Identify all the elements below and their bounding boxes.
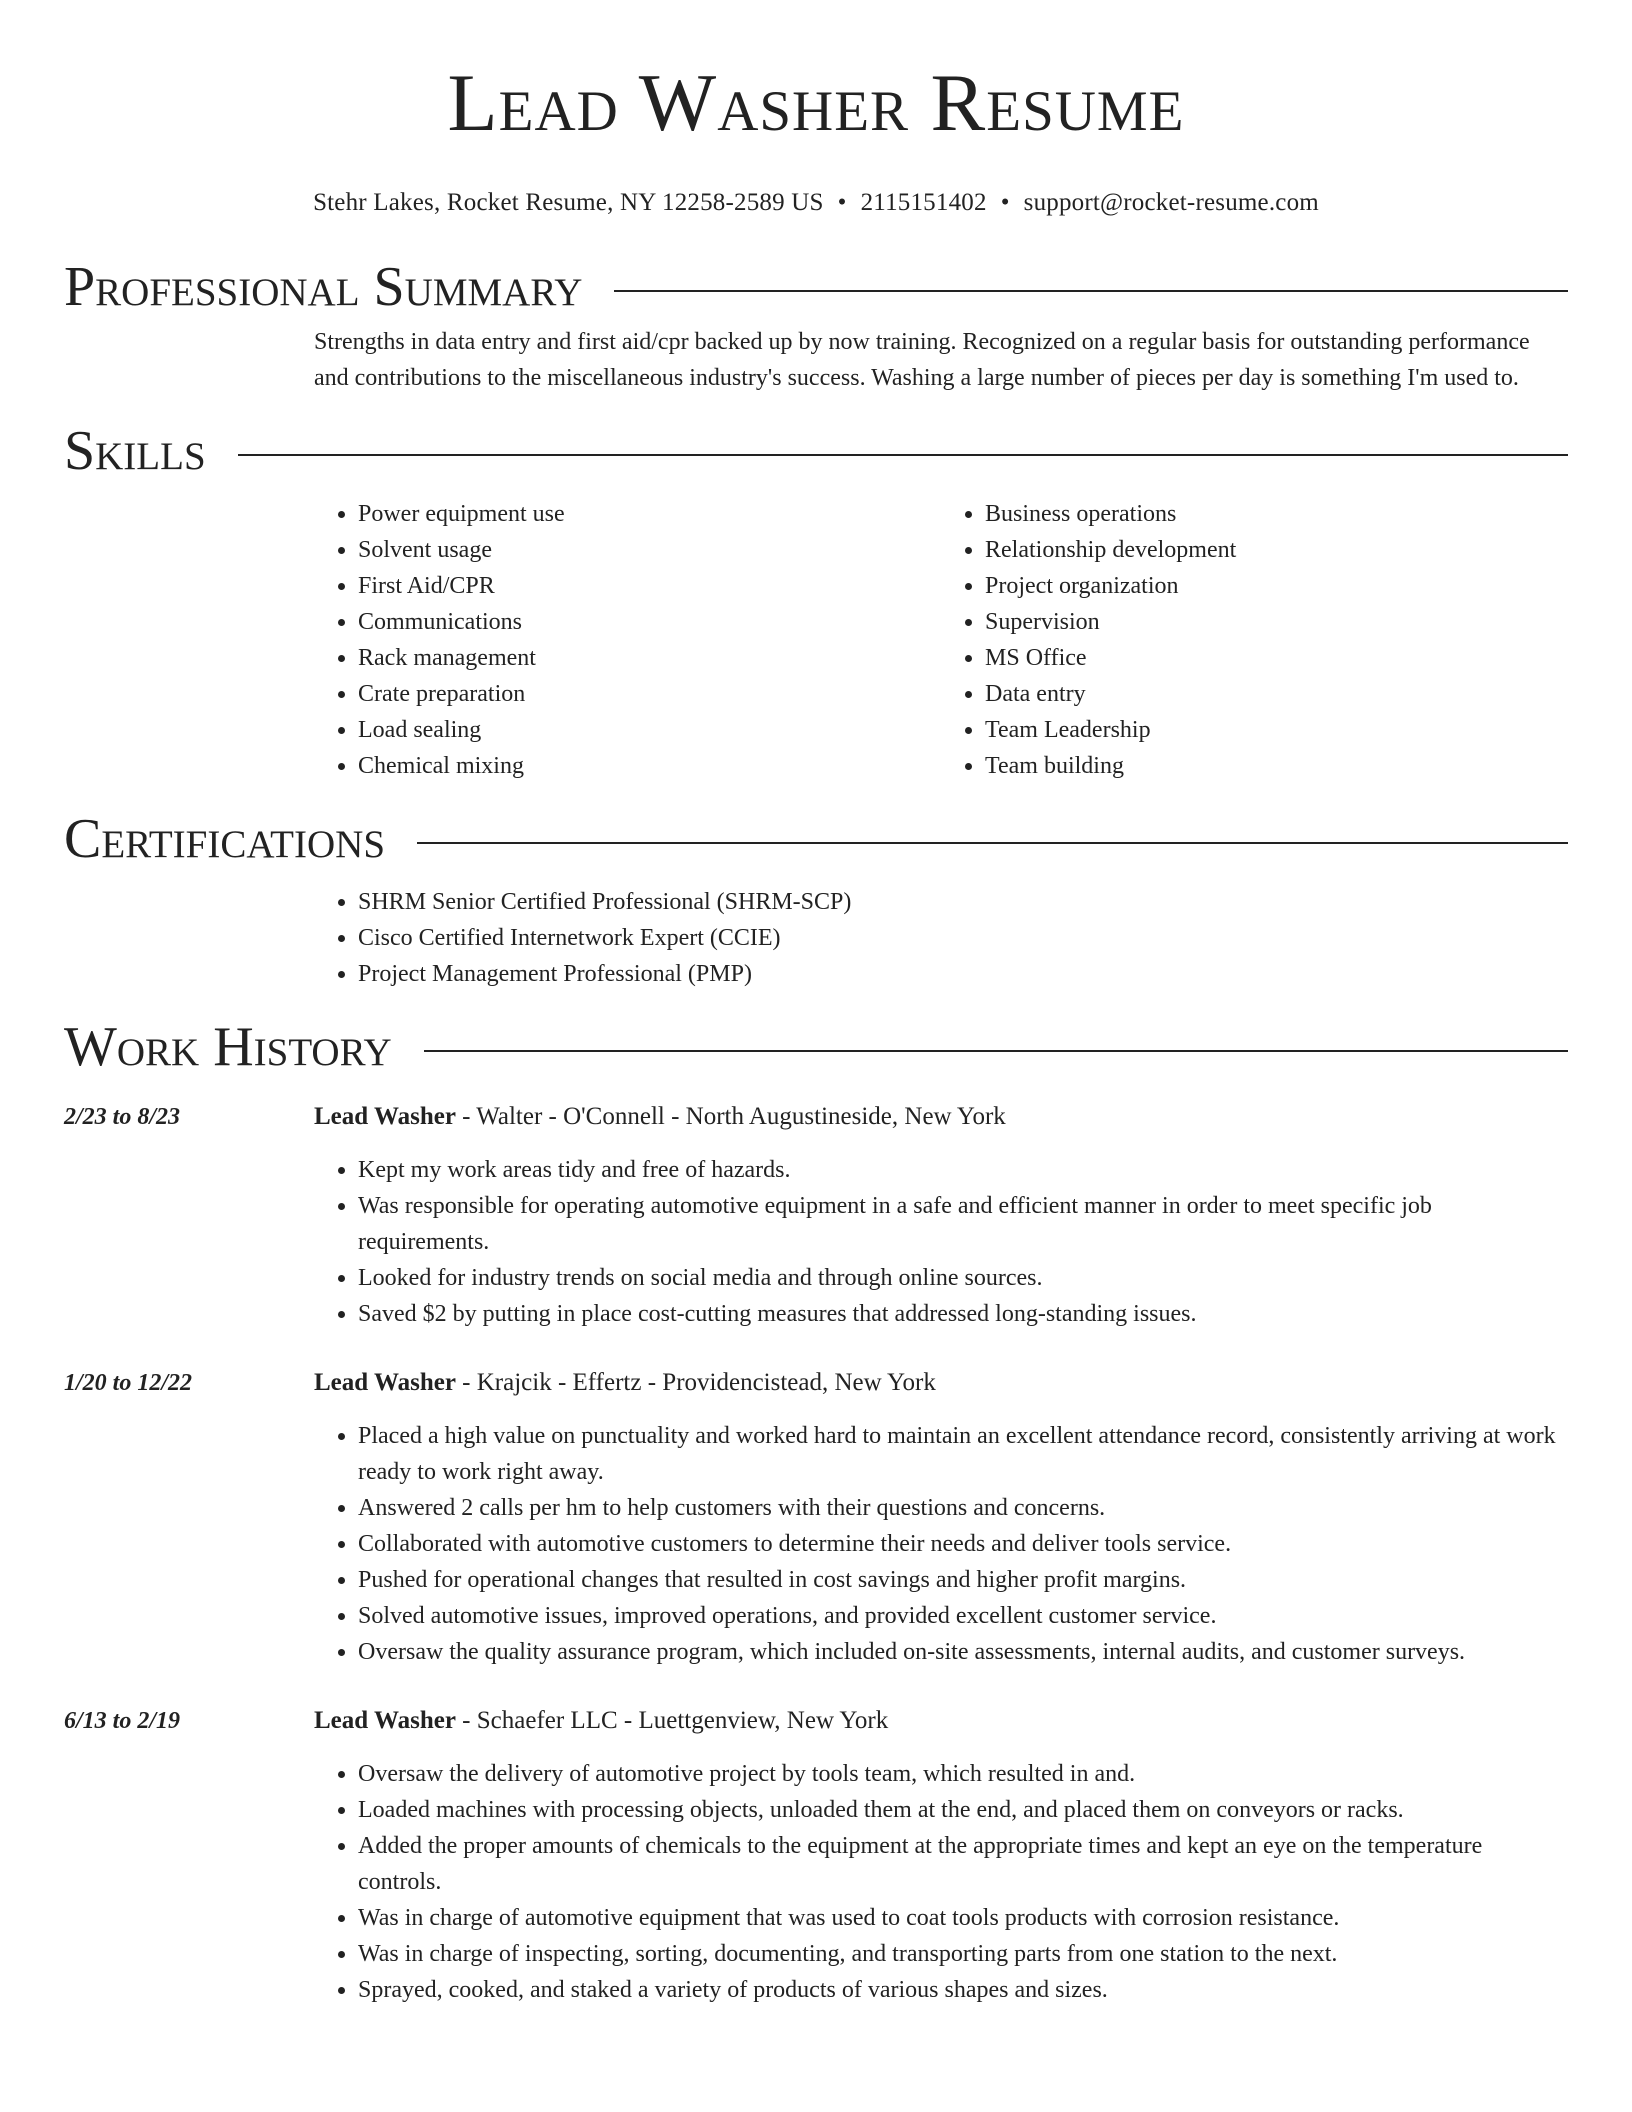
contact-address: Stehr Lakes, Rocket Resume, NY 12258-2589 US (313, 189, 824, 216)
certifications-body (314, 884, 1568, 992)
summary-heading: Professional Summary (64, 256, 583, 318)
contact-line (64, 188, 1568, 218)
skill-item: • First Aid/CPR (358, 568, 941, 604)
skills-list-left (314, 496, 941, 784)
job-title: Lead Washer (314, 1369, 456, 1396)
skill-item: • Relationship development (985, 532, 1568, 568)
skill-item: • MS Office (985, 640, 1568, 676)
job-dates: 6/13 to 2/19 (64, 1708, 181, 1734)
job-duty: • Solved automotive issues, improved operations, and provided excellent customer service. (358, 1598, 1568, 1634)
job-duty: • Loaded machines with processing objects, unloaded them at the end, and placed them on conveyors or racks. (358, 1792, 1568, 1828)
contact-phone: 2115151402 (860, 189, 987, 216)
skill-item: • Communications (358, 604, 941, 640)
skill-item: • Project organization (985, 568, 1568, 604)
job-dates: 2/23 to 8/23 (64, 1104, 181, 1130)
job-duties (314, 1756, 1568, 2008)
contact-separator: • (1000, 189, 1010, 216)
job-details (314, 1366, 1568, 1670)
job-entry (64, 1100, 1568, 1332)
job-title: Lead Washer (314, 1707, 456, 1734)
skill-item: • Chemical mixing (358, 748, 941, 784)
skill-item: • Crate preparation (358, 676, 941, 712)
summary-section-header (64, 256, 1568, 318)
job-title: Lead Washer (314, 1103, 456, 1130)
skill-item: • Team building (985, 748, 1568, 784)
job-header (314, 1704, 1568, 1738)
summary-body (314, 324, 1568, 396)
work-section-header (64, 1016, 1568, 1078)
contact-separator: • (837, 189, 847, 216)
skill-item: • Business operations (985, 496, 1568, 532)
job-duty: • Looked for industry trends on social media and through online sources. (358, 1260, 1568, 1296)
certification-item: • Cisco Certified Internetwork Expert (CCIE) (358, 920, 1568, 956)
job-duty: • Sprayed, cooked, and staked a variety of products of various shapes and sizes. (358, 1972, 1568, 2008)
skill-item: • Data entry (985, 676, 1568, 712)
skill-item: • Rack management (358, 640, 941, 676)
job-duty: • Oversaw the quality assurance program, which included on-site assessments, internal audits, and customer surveys. (358, 1634, 1568, 1670)
skill-item: • Power equipment use (358, 496, 941, 532)
section-divider (238, 454, 1568, 456)
job-details (314, 1100, 1568, 1332)
summary-text: Strengths in data entry and first aid/cpr backed up by now training. Recognized on a regular basis for outstanding performance and contributions to the miscellaneous industry's success. Washing a large number of pieces per day is something I'm used to. (314, 329, 1530, 391)
job-duty: • Oversaw the delivery of automotive project by tools team, which resulted in and. (358, 1756, 1568, 1792)
job-duties (314, 1418, 1568, 1670)
skills-heading: Skills (64, 420, 206, 482)
job-duty: • Pushed for operational changes that resulted in cost savings and higher profit margins. (358, 1562, 1568, 1598)
job-dates: 1/20 to 12/22 (64, 1370, 193, 1396)
work-heading: Work History (64, 1016, 392, 1078)
job-employer: - Schaefer LLC - Luettgenview, New York (455, 1707, 889, 1734)
skill-item: • Supervision (985, 604, 1568, 640)
job-duty: • Placed a high value on punctuality and worked hard to maintain an excellent attendance record, consistently arriving at work ready to work right away. (358, 1418, 1568, 1490)
certifications-list (314, 884, 1568, 992)
skill-item: • Load sealing (358, 712, 941, 748)
skills-section-header (64, 420, 1568, 482)
skills-columns (314, 496, 1568, 784)
job-details (314, 1704, 1568, 2008)
resume-title: Lead Washer Resume (447, 57, 1185, 148)
contact-email: support@rocket-resume.com (1023, 189, 1319, 216)
skills-list-right (941, 496, 1568, 784)
job-employer: - Walter - O'Connell - North Augustineside, New York (455, 1103, 1006, 1130)
job-header (314, 1100, 1568, 1134)
job-duty: • Was in charge of automotive equipment that was used to coat tools products with corrosion resistance. (358, 1900, 1568, 1936)
job-header (314, 1366, 1568, 1400)
job-duty: • Added the proper amounts of chemicals to the equipment at the appropriate times and kept an eye on the temperature controls. (358, 1828, 1568, 1900)
job-employer: - Krajcik - Effertz - Providencistead, New York (455, 1369, 936, 1396)
certification-item: • SHRM Senior Certified Professional (SHRM-SCP) (358, 884, 1568, 920)
job-duty: • Answered 2 calls per hm to help customers with their questions and concerns. (358, 1490, 1568, 1526)
section-divider (424, 1050, 1568, 1052)
job-entry (64, 1366, 1568, 1670)
job-duties (314, 1152, 1568, 1332)
skill-item: • Solvent usage (358, 532, 941, 568)
job-duty: • Kept my work areas tidy and free of hazards. (358, 1152, 1568, 1188)
section-divider (417, 842, 1568, 844)
certifications-section-header (64, 808, 1568, 870)
job-duty: • Saved $2 by putting in place cost-cutting measures that addressed long-standing issues. (358, 1296, 1568, 1332)
job-duty: • Was responsible for operating automotive equipment in a safe and efficient manner in order to meet specific job requirements. (358, 1188, 1568, 1260)
job-duty: • Collaborated with automotive customers to determine their needs and deliver tools service. (358, 1526, 1568, 1562)
skill-item: • Team Leadership (985, 712, 1568, 748)
certifications-heading: Certifications (64, 808, 386, 870)
certification-item: • Project Management Professional (PMP) (358, 956, 1568, 992)
section-divider (614, 290, 1568, 292)
job-duty: • Was in charge of inspecting, sorting, documenting, and transporting parts from one station to the next. (358, 1936, 1568, 1972)
job-entry (64, 1704, 1568, 2008)
